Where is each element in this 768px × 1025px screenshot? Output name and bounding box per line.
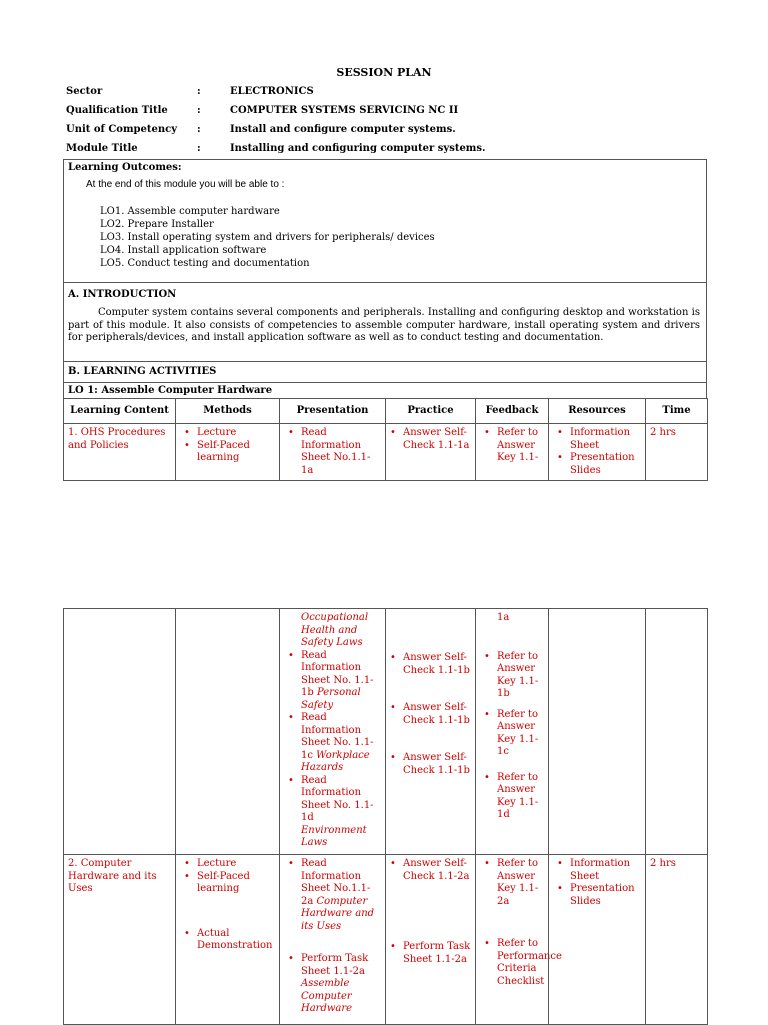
practice-item: • Answer Self-Check 1.1-1b [403,702,471,727]
feedback-cell [476,609,549,855]
activities-heading-box [63,361,707,383]
learning-outcomes-heading: Learning Outcomes: [68,162,182,173]
presentation-italic: Occupational Health and Safety Laws [301,612,369,648]
resources-item: • Information Sheet [570,858,641,883]
practice-cell [386,424,476,481]
presentation-italic: Computer Hardware and its Uses [301,895,375,932]
methods-cell [176,855,280,1025]
empty-cell [646,609,708,855]
feedback-item: • Refer to Answer Key 1.1-1b [497,651,544,701]
feedback-continued: 1a [497,612,510,623]
resources-item: • Information Sheet [570,427,641,452]
resources-cell [549,855,646,1025]
learning-content-cell: 2. Computer Hardware and its Uses [64,855,176,1025]
header-key: Sector [66,86,103,97]
presentation-item [301,712,381,775]
lo-item: LO1. Assemble computer hardware [100,206,280,217]
presentation-text: Perform Task Sheet 1.1-2a [301,953,369,977]
presentation-cell [280,424,386,481]
time-cell: 2 hrs [646,424,708,481]
feedback-item: • Refer to Answer Key 1.1-2a [497,858,544,908]
presentation-item: • Read Information Sheet No.1.1-1a [301,427,381,477]
presentation-item [301,953,381,1016]
header-key: Qualification Title [66,105,168,116]
learning-content-cell: 1. OHS Procedures and Policies [64,424,176,481]
presentation-cell [280,855,386,1025]
feedback-item: • Refer to Answer Key 1.1-1c [497,709,544,759]
practice-item: • Answer Self-Check 1.1-1b [403,752,471,777]
practice-item: • Answer Self-Check 1.1-2a [403,858,471,883]
header-colon: : [197,86,201,97]
empty-cell [176,609,280,855]
page-title: SESSION PLAN [336,66,432,79]
presentation-item [301,775,381,850]
header-key: Module Title [66,143,138,154]
methods-item: • Self-Paced learning [197,440,275,465]
presentation-text: Read Information Sheet No. 1.1-1b [301,649,374,698]
methods-item: • Actual Demonstration [197,928,275,953]
practice-cell [386,855,476,1025]
header-value: Installing and configuring computer systems. [230,143,486,154]
presentation-item [301,858,381,933]
lo-heading-box [63,382,707,399]
header-value: Install and configure computer systems. [230,124,456,135]
feedback-cell [476,855,562,1025]
presentation-text: Read Information Sheet No. 1.1-1c [301,712,374,761]
column-header: Resources [549,399,646,424]
table-row-continued [64,609,708,855]
table-row [64,855,708,1025]
learning-outcomes-list [100,205,435,270]
header-colon: : [197,105,201,116]
practice-item: • Answer Self-Check 1.1-1b [403,652,471,677]
methods-cell [176,424,280,481]
resources-item: • Presentation Slides [570,883,641,908]
presentation-italic: Assemble Computer Hardware [301,978,353,1014]
header-value: ELECTRONICS [230,86,314,97]
lo-item: LO5. Conduct testing and documentation [100,258,310,269]
presentation-cell [280,609,386,855]
methods-item: • Lecture [197,858,275,871]
presentation-italic: Personal Safety [301,687,361,711]
presentation-item [301,650,381,713]
lo1-heading: LO 1: Assemble Computer Hardware [68,385,273,396]
header-colon: : [197,124,201,135]
column-header: Feedback [476,399,549,424]
empty-cell [64,609,176,855]
resources-item: • Presentation Slides [570,452,641,477]
presentation-text: Read Information Sheet No.1.1-2a [301,858,371,907]
time-cell: 2 hrs [646,855,708,1025]
practice-cell [386,609,476,855]
header-key: Unit of Competency [66,124,178,135]
column-header: Time [646,399,708,424]
presentation-italic: Workplace Hazards [301,749,370,773]
header-value: COMPUTER SYSTEMS SERVICING NC II [230,105,459,116]
introduction-box [63,282,707,362]
column-header: Methods [176,399,280,424]
lo-item: LO4. Install application software [100,245,267,256]
introduction-text: Computer system contains several components and peripherals. Installing and configuring desktop and workstation is part of this module. It also consists of competencies to assemble computer hardware, install operating system and drivers for peripherals/devices, and install application software as well as to conduct testing and documentation. [68,307,700,343]
presentation-text: Read Information Sheet No. 1.1-1d [301,774,374,823]
column-header: Learning Content [64,399,176,424]
lo-item: LO2. Prepare Installer [100,219,214,230]
feedback-item: • Refer to Answer Key 1.1-1d [497,772,544,822]
header-colon: : [197,143,201,154]
presentation-italic: Environment Laws [301,824,367,848]
feedback-item: • Refer to Performance Criteria Checklist [497,938,544,988]
practice-item: • Perform Task Sheet 1.1-2a [403,941,471,966]
resources-cell [549,424,646,481]
methods-item: • Lecture [197,427,275,440]
feedback-cell [476,424,549,481]
table-header-row [64,399,708,424]
feedback-item: • Refer to Answer Key 1.1- [497,427,544,465]
practice-item: • Answer Self-Check 1.1-1a [403,427,471,452]
methods-item: • Self-Paced learning [197,871,275,896]
activities-table-continued [63,608,708,1025]
empty-cell [549,609,646,855]
column-header: Practice [386,399,476,424]
activities-heading: B. LEARNING ACTIVITIES [68,366,217,377]
learning-outcomes-intro: At the end of this module you will be able to : [86,179,285,190]
activities-table [63,398,708,481]
column-header: Presentation [280,399,386,424]
table-row [64,424,708,481]
learning-outcomes-box [63,159,707,283]
lo-item: LO3. Install operating system and drivers for peripherals/ devices [100,232,435,243]
introduction-heading: A. INTRODUCTION [68,289,177,300]
